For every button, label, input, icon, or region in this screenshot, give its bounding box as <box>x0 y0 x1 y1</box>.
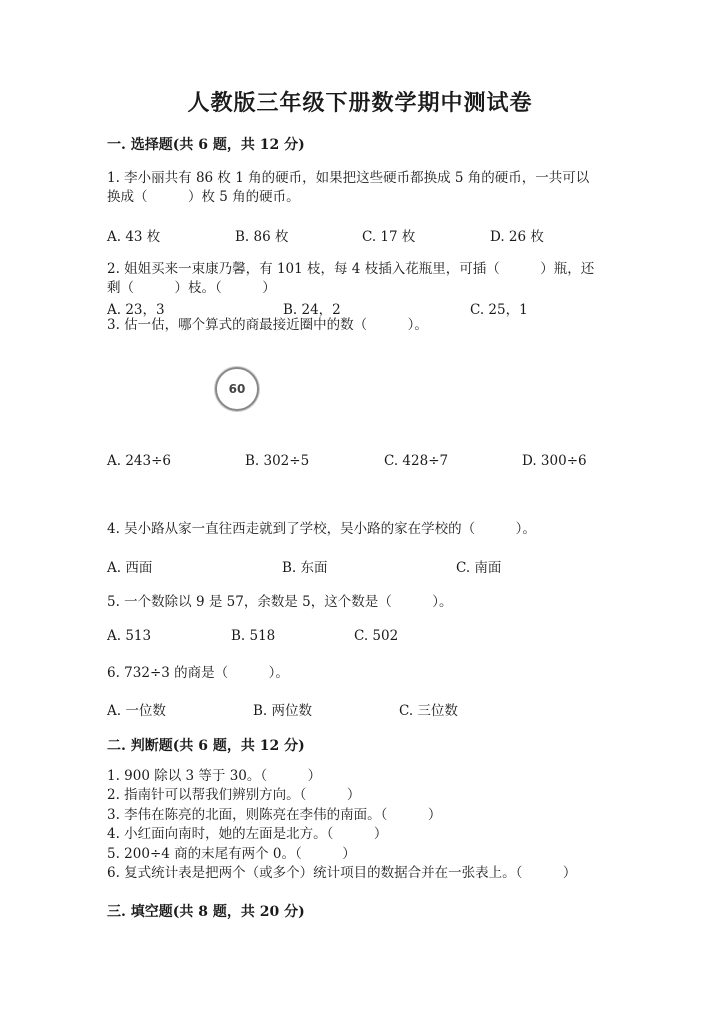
q1-option-b: B. 86 枚 <box>235 229 289 245</box>
q2-option-b: B. 24，2 <box>283 302 341 318</box>
q1-text-line2: 换成（ ）枚 5 角的硬币。 <box>107 189 300 205</box>
section-heading-fill: 三. 填空题(共 8 题，共 20 分) <box>107 904 305 920</box>
q2-text-line1: 2. 姐姐买来一束康乃馨，有 101 枝，每 4 枝插入花瓶里，可插（ ）瓶，还 <box>107 261 595 277</box>
q1-option-c: C. 17 枚 <box>362 229 416 245</box>
q6-option-c: C. 三位数 <box>399 703 458 719</box>
judge-item-6: 6. 复式统计表是把两个（或多个）统计项目的数据合并在一张表上。（ ） <box>107 865 577 881</box>
q4-text: 4. 吴小路从家一直往西走就到了学校，吴小路的家在学校的（ ）。 <box>107 521 536 537</box>
q4-option-b: B. 东面 <box>282 560 328 576</box>
section-heading-choice: 一. 选择题(共 6 题，共 12 分) <box>107 137 305 153</box>
circled-number-60: 60 <box>215 367 259 411</box>
q6-option-b: B. 两位数 <box>253 703 313 719</box>
judge-item-1: 1. 900 除以 3 等于 30。（ ） <box>107 768 322 784</box>
page-title: 人教版三年级下册数学期中测试卷 <box>187 90 533 116</box>
q3-option-c: C. 428÷7 <box>384 453 449 469</box>
q2-text-line2: 剩（ ）枝。（ ） <box>107 280 276 296</box>
q3-option-b: B. 302÷5 <box>245 453 310 469</box>
q4-option-c: C. 南面 <box>456 560 502 576</box>
q5-option-c: C. 502 <box>354 628 399 644</box>
q3-text: 3. 估一估，哪个算式的商最接近圈中的数（ ）。 <box>107 317 428 333</box>
q6-option-a: A. 一位数 <box>107 703 166 719</box>
q1-text-line1: 1. 李小丽共有 86 枚 1 角的硬币，如果把这些硬币都换成 5 角的硬币，一共可以 <box>107 170 590 186</box>
q3-option-a: A. 243÷6 <box>107 453 171 469</box>
q3-option-d: D. 300÷6 <box>522 453 587 469</box>
q4-option-a: A. 西面 <box>107 560 153 576</box>
q5-text: 5. 一个数除以 9 是 57，余数是 5，这个数是（ ）。 <box>107 594 453 610</box>
judge-item-5: 5. 200÷4 商的末尾有两个 0。（ ） <box>107 846 356 862</box>
q5-option-b: B. 518 <box>231 628 276 644</box>
q2-option-a: A. 23，3 <box>107 302 165 318</box>
judge-item-4: 4. 小红面向南时，她的左面是北方。（ ） <box>107 826 388 842</box>
section-heading-judge: 二. 判断题(共 6 题，共 12 分) <box>107 738 305 754</box>
q5-option-a: A. 513 <box>107 628 152 644</box>
judge-item-3: 3. 李伟在陈亮的北面，则陈亮在李伟的南面。（ ） <box>107 807 442 823</box>
q1-option-d: D. 26 枚 <box>490 229 544 245</box>
q2-option-c: C. 25，1 <box>470 302 528 318</box>
judge-item-2: 2. 指南针可以帮我们辨别方向。（ ） <box>107 787 361 803</box>
q6-text: 6. 732÷3 的商是（ ）。 <box>107 665 289 681</box>
q1-option-a: A. 43 枚 <box>107 229 161 245</box>
